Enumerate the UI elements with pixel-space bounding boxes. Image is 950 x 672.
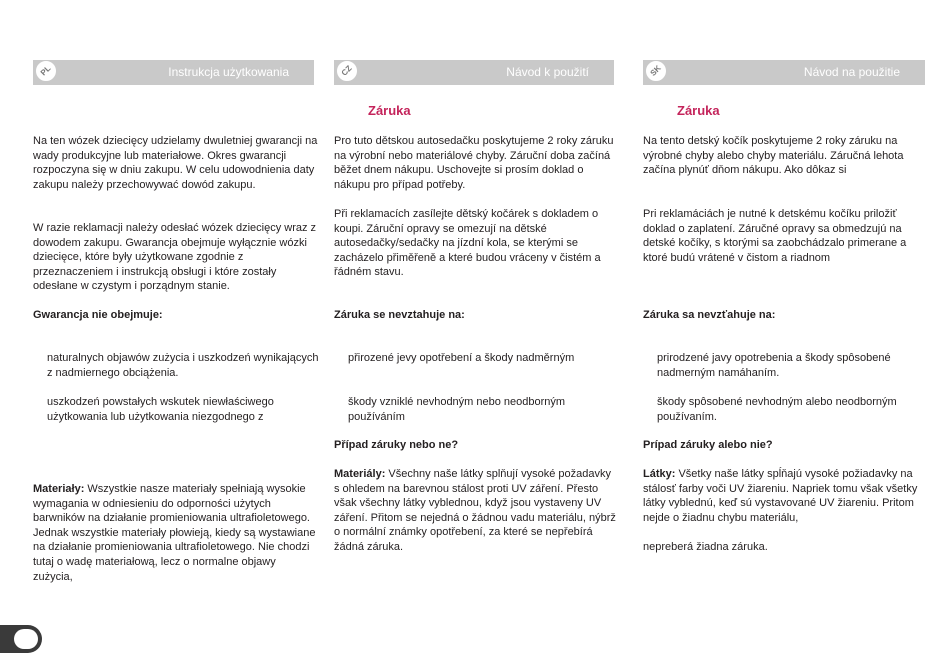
warranty-intro-sk: Na tento detský kočík poskytujeme 2 roky záruku na výrobné chyby alebo chyby materiálu. Záručná lehota začína plynúť dňom nákupu. Ako dôkaz si [643, 135, 904, 177]
warranty-intro-pl: Na ten wózek dziecięcy udzielamy dwuletniej gwarancji na wady produkcyjne lub materiałowe. Okres gwarancji rozpoczyna się w dniu zakupu. W celu udowodnienia daty zakupu należy przechowywać dowód zakupu. [33, 135, 318, 191]
exclusions-title-pl: Gwarancja nie obejmuje: [33, 309, 163, 321]
language-badge-sk: SK [640, 55, 671, 86]
header-title-sk: Návod na použitie [803, 65, 900, 79]
materials-text-sk: Všetky naše látky spĺňajú vysoké požiadavky na stálosť farby voči UV žiareniu. Napriek tomu však všetky látky vyblednú, keď sú vystavované UV žiareniu. Pritom nejde o žiadnu chybu materiálu, [643, 468, 918, 524]
column-cz [334, 0, 619, 672]
exclusion-item-sk-1: prirodzené javy opotrebenia a škody spôsobené nadmerným namáhaním. [657, 352, 891, 379]
language-badge-pl: PL [30, 55, 61, 86]
materials-text-pl: Wszystkie nasze materiały spełniają wysokie wymagania w odniesieniu do odporności użytych barwników na działanie promieniowania ultrafioletowego. Jednak wszystkie materiały płowieją, kiedy są wystawiane na działanie promieniowania ultrafioletowego. Nie chodzi tutaj o wadę materiałową, lecz o normalne objawy zużycia, [33, 483, 316, 583]
exclusion-item-sk-2: škody spôsobené nevhodným alebo neodborným používaním. [657, 396, 897, 423]
exclusion-item-pl-1: naturalnych objawów zużycia i uszkodzeń wynikających z nadmiernego obciążenia. [47, 352, 319, 379]
column-sk [643, 0, 928, 672]
exclusions-title-sk: Záruka sa nevzťahuje na: [643, 309, 776, 321]
materials-label-pl: Materiały: [33, 483, 85, 495]
materials-paragraph-cz [334, 467, 619, 555]
materials-text-cz: Všechny naše látky splňují vysoké požadavky s ohledem na barevnou stálost proti UV záření. Přesto však všechny látky vyblednou, když jsou vystaveny UV záření. Přitom se nejedná o žádnou vadu materiálu, nýbrž o normální známky opotřebení, za které se nepřebírá žádná záruka. [334, 468, 616, 553]
header-title-pl: Instrukcja użytkowania [168, 65, 289, 79]
materials-label-cz: Materiály: [334, 468, 386, 480]
materials-paragraph-sk [643, 467, 928, 525]
warranty-claims-pl: W razie reklamacji należy odesłać wózek dziecięcy wraz z dowodem zakupu. Gwarancja obejmuje wyłącznie wózki dziecięce, które były użytkowane zgodnie z przeznaczeniem i instrukcją obsługi i które zostały odesłane w czystym i porządnym stanie. [33, 222, 317, 293]
exclusions-title-cz: Záruka se nevztahuje na: [334, 309, 465, 321]
header-title-cz: Návod k použití [506, 65, 589, 79]
exclusion-item-cz-2: škody vzniklé nevhodným nebo neodborným používáním [348, 396, 566, 423]
case-title-cz: Případ záruky nebo ne? [334, 439, 459, 451]
column-pl [33, 0, 318, 672]
materials-paragraph-pl [33, 482, 318, 584]
warranty-intro-cz: Pro tuto dětskou autosedačku poskytujeme 2 roky záruku na výrobní nebo materiálové chyby. Záruční doba začíná běžet dnem nákupu. Uschovejte si prosím doklad o nákupu pro případ potřeby. [334, 135, 614, 191]
section-title-cz: Záruka [368, 103, 411, 118]
warranty-claims-sk: Pri reklamáciách je nutné k detskému kočíku priložiť doklad o zaplatení. Záručné opravy sa obmedzujú na detské kočíky, s ktorými sa zaobchádzalo primerane a ktoré budú vrátené v čistom a riadnom [643, 208, 907, 264]
case-title-sk: Prípad záruky alebo nie? [643, 439, 773, 451]
language-badge-cz: CZ [331, 55, 362, 86]
section-title-sk: Záruka [677, 103, 720, 118]
closing-text-sk: nepreberá žiadna záruka. [643, 541, 768, 553]
exclusion-item-pl-2: uszkodzeń powstałych wskutek niewłaściwego użytkowania lub użytkowania niezgodnego z [47, 396, 274, 423]
page-tab [0, 625, 42, 653]
materials-label-sk: Látky: [643, 468, 676, 480]
exclusion-item-cz-1: přirozené jevy opotřebení a škody nadměrným [348, 352, 575, 364]
warranty-claims-cz: Při reklamacích zasílejte dětský kočárek s dokladem o koupi. Záruční opravy se omezují na dětské autosedačky/sedačky na jízdní kola, se kterými se zacházelo přiměřeně a které budou vráceny v čistém a řádném stavu. [334, 208, 601, 279]
page-tab-marker [14, 629, 38, 649]
